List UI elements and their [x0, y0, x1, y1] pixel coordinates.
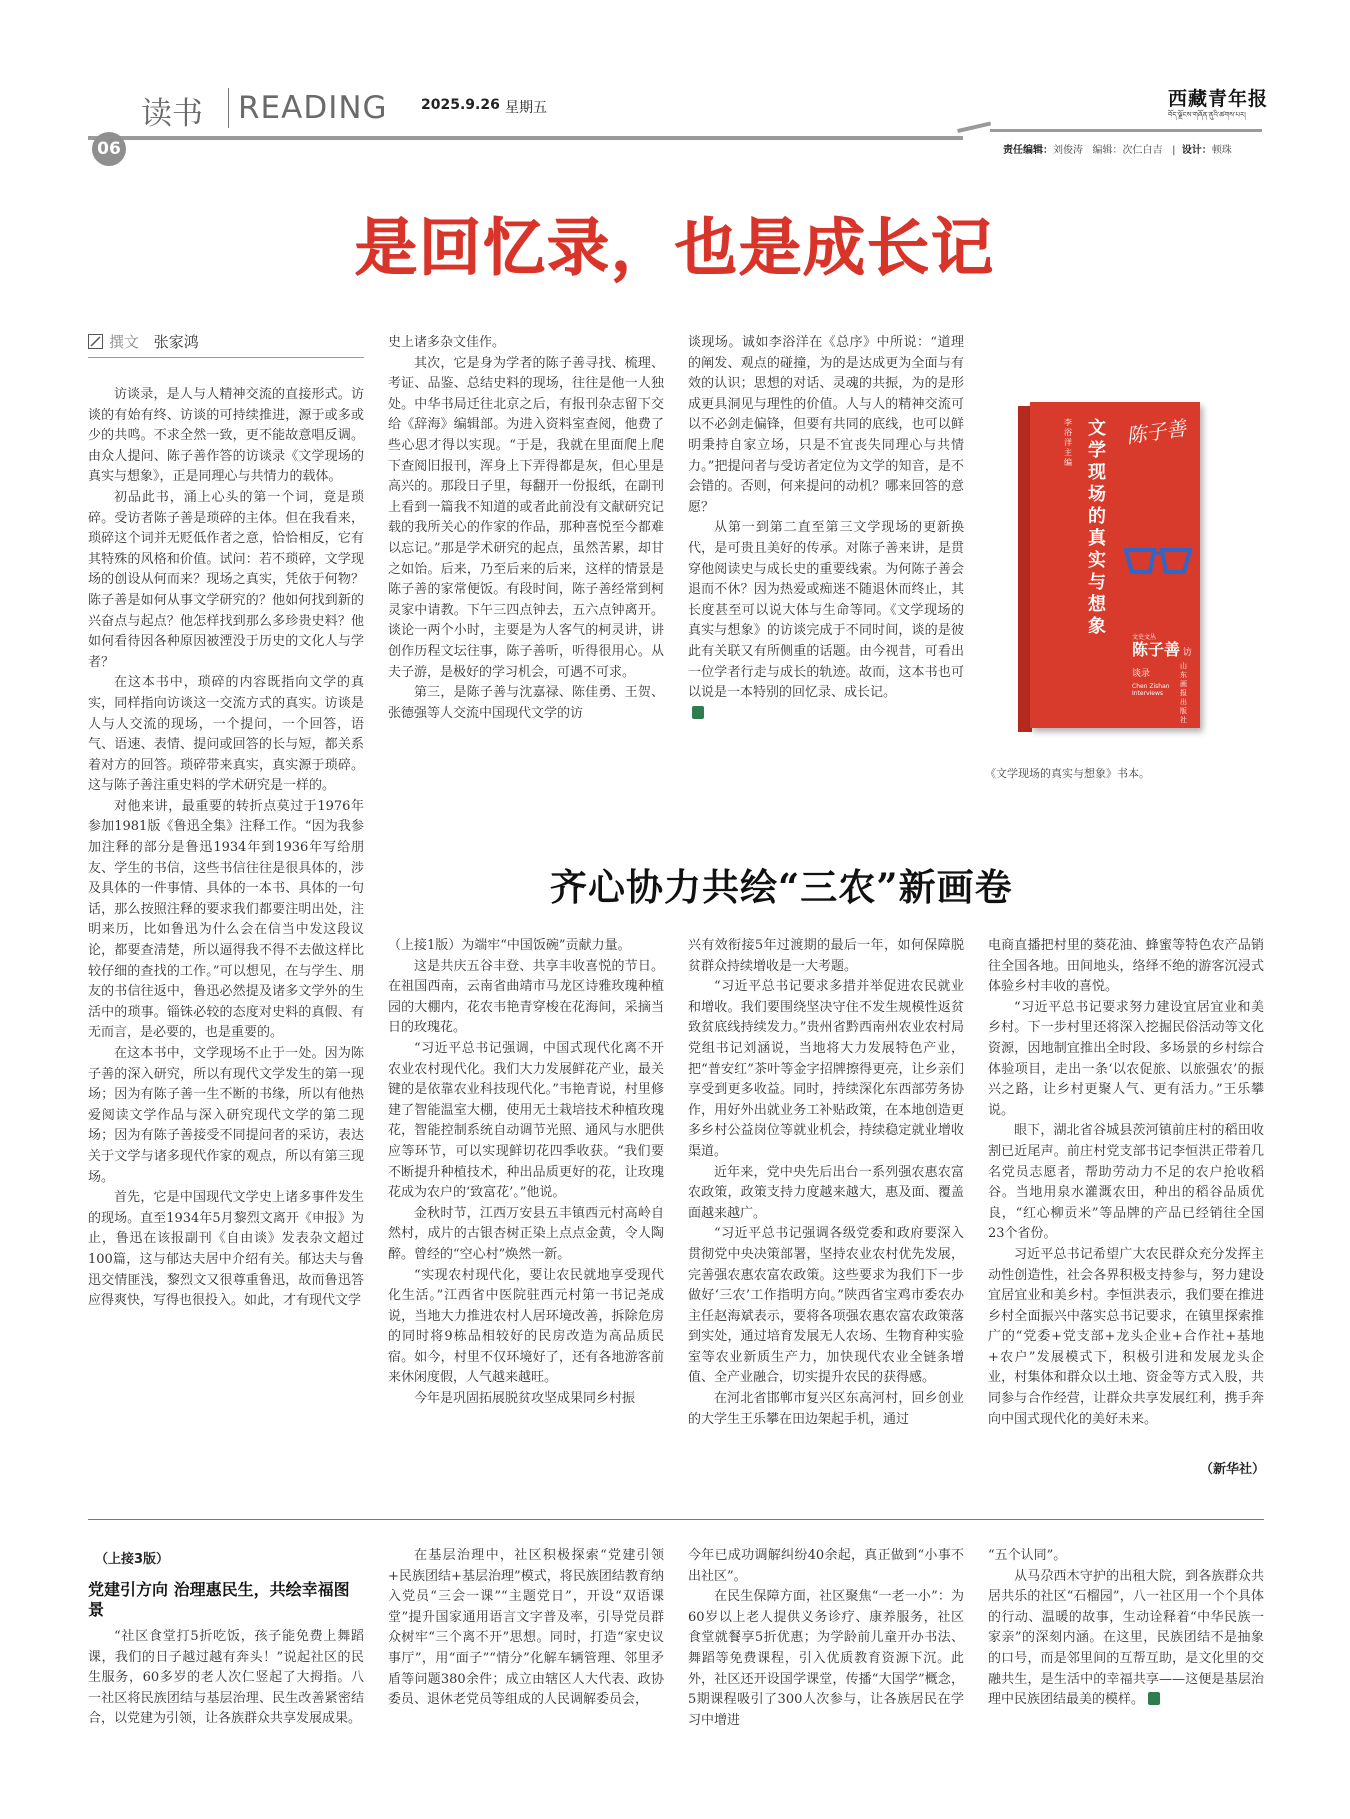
book-cover-image — [1018, 402, 1200, 732]
article3-column-1 — [88, 1627, 364, 1802]
article2-column-3 — [988, 936, 1264, 1476]
paragraph: “习近平总书记要求努力建设宜居宜业和美乡村。下一步村里还将深入挖掘民俗活动等文化资源，因地制宜推出全时段、多场景的乡村综合体验项目，走出一条‘以农促旅、以旅强农’的振兴之路，让乡村更聚人气、更有活力。”王乐攀说。 — [988, 999, 1264, 1118]
designer-name: 顿珠 — [1211, 145, 1232, 156]
article2-column-1 — [388, 936, 664, 1476]
editor-credits: 责任编辑：刘俊涛 编辑：次仁白吉 | 设计：顿珠 — [1003, 145, 1232, 156]
paragraph: 在河北省邯郸市复兴区东高河村，回乡创业的大学生王乐攀在田边架起手机，通过 — [688, 1391, 964, 1427]
sub-editor-label: 编辑： — [1092, 145, 1123, 156]
byline-label: 撰文 — [109, 333, 140, 351]
page-number-badge — [92, 132, 126, 166]
pen-icon — [88, 334, 103, 349]
paragraph: 今年是巩固拓展脱贫攻坚成果同乡村振 — [414, 1391, 636, 1407]
section-divider — [228, 88, 229, 128]
sub-editor-name: 次仁白吉 — [1122, 145, 1163, 156]
paragraph: 首先，它是中国现代文学史上诸多事件发生的现场。直至1934年5月黎烈文离开《申报》为止，鲁迅在该报副刊《自由谈》发表杂文超过100篇，这与郁达夫居中介绍有关。郁达夫与鲁迅交情匪浅，黎烈文又很尊重鲁迅，故而鲁迅答应得爽快，写得也很投入。如此，才有现代文学 — [88, 1190, 364, 1309]
glasses-icon — [1122, 542, 1194, 582]
book-editor-note: 李浴洋 主编 — [1064, 418, 1072, 467]
book-front — [1030, 402, 1200, 728]
issue-date: 2025.9.26 — [421, 97, 500, 113]
book-title-text: 文学现场的真实与想象 — [1088, 418, 1106, 637]
paper-name: 西藏青年报 — [1168, 88, 1269, 110]
book-series-label: 文史文丛 陈子善 访谈录 Chen Zishan Interviews — [1132, 632, 1200, 697]
end-mark-icon — [692, 706, 704, 719]
article3-column-2 — [388, 1546, 664, 1802]
paragraph: 这是共庆五谷丰登、共享丰收喜悦的节日。在祖国西南，云南省曲靖市马龙区诗雅玫瑰种植园的大棚内，花农韦艳青穿梭在花海间，采摘当日的玫瑰花。 — [388, 958, 664, 1036]
section-title-cn: 读书 — [141, 96, 203, 132]
issue-weekday: 星期五 — [505, 100, 547, 116]
paragraph: 在这本书中，文学现场不止于一处。因为陈子善的深入研究，所以有现代文学发生的第一现场；因为有陈子善一生不断的书缘，所以有他热爱阅读文学作品与深入研究现代文学的第二现场；因为有陈子善接受不同提问者的采访，表达关于文学与诸多现代作家的观点，所以有第三现场。 — [88, 1046, 364, 1185]
paragraph: 史上诸多杂文佳作。 — [388, 335, 506, 350]
masthead-rule-slant — [957, 121, 991, 133]
editor-name: 刘俊涛 — [1053, 145, 1083, 156]
book-title — [1088, 418, 1110, 638]
book-caption: 《文学现场的真实与想象》书本。 — [985, 767, 1150, 780]
byline-author: 张家鸿 — [153, 333, 199, 351]
article3-column-4 — [988, 1546, 1264, 1802]
paragraph: 在基层治理中，社区积极探索“党建引领+民族团结+基层治理”模式，将民族团结教育纳入党员“三会一课”“主题党日”，开设“双语课堂”提升国家通用语言文字普及率，引导党员群众树牢“三个离不开”思想。同时，打造“家史议事厅”，用“面子”“情分”化解车辆管理、邻里矛盾等问题380余件；成立由辖区人大代表、政协委员、退休老党员等组成的人民调解委员会， — [388, 1548, 664, 1708]
masthead-rule-right — [990, 129, 1262, 132]
paragraph: 金秋时节，江西万安县五丰镇西元村高岭自然村，成片的古银杏树正染上点点金黄，令人陶醉。曾经的“空心村”焕然一新。 — [388, 1205, 664, 1262]
paragraph: 习近平总书记希望广大农民群众充分发挥主动性创造性，社会各界积极支持参与，努力建设宜居宜业和美乡村。李恒洪表示，我们要在推进乡村全面振兴中落实总书记要求，在镇里探索推广的“党委+党支部+龙头企业+合作社+基地+农户”发展模式下，积极引进和发展龙头企业，村集体和群众以土地、资金等方式入股，共同参与合作经营，让群众共享发展红利，携手奔向中国式现代化的美好未来。 — [988, 1246, 1264, 1427]
paper-name-tibetan: བོད་ལྗོངས་གཞོན་ནུའི་ཚགས་པར། — [1168, 111, 1246, 119]
paragraph: “习近平总书记强调，中国式现代化离不开农业农村现代化。我们大力发展鲜花产业，最关键的是依靠农业科技现代化。”韦艳青说，村里修建了智能温室大棚，使用无土栽培技术种植玫瑰花，智能控制系统自动调节光照、通风与水肥供应等环节，可以实现鲜切花四季收获。“我们要不断提升种植技术，种出品质更好的花，让玫瑰花成为农户的‘致富花’。”他说。 — [388, 1040, 664, 1201]
paragraph: “习近平总书记要求多措并举促进农民就业和增收。我们要围绕坚决守住不发生规模性返贫致贫底线持续发力。”贵州省黔西南州农业农村局党组书记刘涵说，当地将大力发展特色产业，把“普安红”茶叶等金字招牌擦得更亮，让乡亲们享受到更多收益。同时，持续深化东西部劳务协作，用好外出就业务工补贴政策，在本地创造更多乡村公益岗位等就业机会，持续稳定就业增收渠道。 — [688, 979, 964, 1159]
byline-rule — [88, 357, 364, 358]
paragraph: 近年来，党中央先后出台一系列强农惠农富农政策，政策支持力度越来越大，惠及面、覆盖面越来越广。 — [688, 1164, 964, 1221]
paragraph: 其次，它是身为学者的陈子善寻找、梳理、考证、品鉴、总结史料的现场，往往是他一人独处。中华书局迁往北京之后，有报刊杂志留下交给《辞海》编辑部。为进入资料室查阅，他费了些心思才得以实现。“于是，我就在里面爬上爬下查阅旧报刊，浑身上下弄得都是灰，但心里是高兴的。那段日子里，每翻开一份报纸，在副刊上看到一篇我不知道的或者此前没有文献研究记载的我所关心的作家的作品，那种喜悦至今都难以忘记。”那是学术研究的起点，虽然苦累，却甘之如饴。后来，乃至后来的后来，这样的情景是陈子善的家常便饭。有段时间，陈子善经常到柯灵家中请教。下午三四点钟去，五六点钟离开。谈论一两个小时，主要是为人客气的柯灵讲，讲创作历程文坛往事，陈子善听，听得很用心。从夫子游，是极好的学习机会，可遇不可求。 — [388, 355, 664, 680]
book-signature: 陈子善 — [1124, 415, 1188, 449]
article1-column-3 — [688, 333, 964, 791]
paragraph: 电商直播把村里的葵花油、蜂蜜等特色农产品销往全国各地。田间地头，络绎不绝的游客沉浸式体验乡村丰收的喜悦。 — [988, 938, 1264, 995]
paragraph: 在民生保障方面，社区聚焦“一老一小”：为60岁以上老人提供义务诊疗、康养服务，社区食堂就餐享5折优惠；为学龄前儿童开办书法、舞蹈等免费课程，引入优质教育资源下沉。此外，社区还开设国学课堂，传播“大国学”概念，5期课程吸引了300人次参与，让各族居民在学习中增进 — [688, 1589, 964, 1728]
paragraph: “五个认同”。 — [988, 1548, 1067, 1563]
page-number: 06 — [97, 139, 121, 159]
paragraph: “实现农村现代化，要让农民就地享受现代化生活。”江西省中医院驻西元村第一书记尧成说，当地大力推进农村人居环境改善，拆除危房的同时将9栋品相较好的民房改造为高品质民宿。如今，村里不仅环境好了，还有各地游客前来休闲度假，人气越来越旺。 — [388, 1267, 664, 1386]
article2-source: （新华社） — [1200, 1462, 1266, 1477]
article2-headline: 齐心协力共绘“三农”新画卷 — [550, 865, 1013, 909]
end-mark-icon — [1148, 1692, 1160, 1705]
paragraph: 兴有效衔接5年过渡期的最后一年，如何保障脱贫群众持续增收是一大考题。 — [688, 938, 964, 974]
paragraph: 第三，是陈子善与沈嘉禄、陈佳勇、王贺、张德强等人交流中国现代文学的访 — [388, 685, 664, 721]
article2-column-2 — [688, 936, 964, 1476]
paragraph: （上接1版）为端牢“中国饭碗”贡献力量。 — [388, 938, 631, 953]
paragraph: “习近平总书记强调各级党委和政府要深入贯彻党中央决策部署，坚持农业农村优先发展，完善强农惠农富农政策。这些要求为我们下一步做好‘三农’工作指明方向。”陕西省宝鸡市委农办主任赵海斌表示，要将各项强农惠农富农政策落到实处，通过培育发展无人农场、生物育种实验室等农业新质生产力，加快现代农业全链条增值、全产业融合，切实提升农民的获得感。 — [688, 1226, 964, 1386]
paragraph: 初品此书，涌上心头的第一个词，竟是琐碎。受访者陈子善是琐碎的主体。但在我看来，琐碎这个词并无贬低作者之意，恰恰相反，它有其特殊的风格和价值。试问：若不琐碎，文学现场的创设从何而来？现场之真实，凭依于何物？陈子善是如何从事文学研究的？他如何找到新的兴奋点与起点？他怎样找到那么多珍贵史料？他如何看待因各种原因被湮没于历史的文化人与学者？ — [88, 489, 364, 670]
paragraph: 在这本书中，琐碎的内容既指向文学的真实，同样指向访谈这一交流方式的真实。访谈是人与人交流的现场，一个提问，一个回答，语气、语速、表情、提问或回答的长与短，都关系着对方的回答。琐碎带来真实，真实源于琐碎。这与陈子善注重史料的学术研究是一样的。 — [88, 675, 364, 794]
article3-headline: 党建引方向 治理惠民生，共绘幸福图景 — [88, 1580, 350, 1619]
paragraph: “社区食堂打5折吃饭，孩子能免费上舞蹈课，我们的日子越过越有奔头！”说起社区的民生服务，60多岁的老人次仁竖起了大拇指。八一社区将民族团结与基层治理、民生改善紧密结合，以党建为引领，让各族群众共享发展成果。 — [88, 1629, 364, 1727]
article1-column-2 — [388, 333, 664, 791]
book-publisher: 山东画报出版社 — [1180, 662, 1187, 724]
designer-label: 设计： — [1181, 145, 1212, 156]
masthead-rule — [88, 136, 963, 140]
article3-column-3 — [688, 1546, 964, 1802]
article1-headline: 是回忆录，也是成长记 — [354, 211, 995, 284]
book-author: 陈子善 — [1132, 640, 1181, 659]
paragraph: 从第一到第二直至第三文学现场的更新换代，是可贵且美好的传承。对陈子善来讲，是贯穿他阅读史与成长史的重要线索。为何陈子善会退而不休？因为热爱或痴迷不随退休而终止，其长度甚至可以说大体与生命等同。《文学现场的真实与想象》的访谈完成于不同时间，谈的是彼此有关联又有所侧重的话题。由今视昔，可看出一位学者行走与成长的轨迹。故而，这本书也可以说是一本特别的回忆录、成长记。 — [688, 520, 964, 701]
paragraph: 从马尕西木守护的出租大院，到各族群众共居共乐的社区“石榴园”，八一社区用一个个具体的行动、温暖的故事，生动诠释着“中华民族一家亲”的深刻内涵。在这里，民族团结不是抽象的口号，而是邻里间的互帮互助，是文化里的交融共生，是生活中的幸福共享——这便是基层治理中民族团结最美的模样。 — [988, 1568, 1264, 1708]
paragraph: 访谈录，是人与人精神交流的直接形式。访谈的有始有终、访谈的可持续推进，源于或多或少的共鸣。不求全然一致，更不能故意唱反调。由众人提问、陈子善作答的访谈录《文学现场的真实与想象》，正是同理心与共情力的载体。 — [88, 387, 364, 485]
section-divider-rule — [88, 1519, 1264, 1520]
article3-continued: （上接3版） — [95, 1552, 170, 1567]
paragraph: 今年已成功调解纠纷40余起，真正做到“小事不出社区”。 — [688, 1548, 964, 1584]
editor-label: 责任编辑： — [1003, 145, 1053, 156]
section-title-en: READING — [238, 90, 388, 126]
book-english: Chen Zishan Interviews — [1132, 683, 1170, 697]
article1-column-1 — [88, 385, 364, 1460]
paragraph: 谈现场。诚如李浴洋在《总序》中所说：“道理的阐发、观点的碰撞，为的是达成更为全面与有效的认识；思想的对话、灵魂的共振，为的是形成更具洞见与理性的价值。人与人的精神交流可以不必剑走偏锋，但要有共同的底线，也可以鲜明秉持自家立场，只是不宜丧失同理心与共情力。”把提问者与受访者定位为文学的知音，是不会错的。否则，何来提问的动机？哪来回答的意愿？ — [688, 335, 964, 515]
paragraph: 眼下，湖北省谷城县茨河镇前庄村的稻田收割已近尾声。前庄村党支部书记李恒洪正带着几名党员志愿者，帮助劳动力不足的农户抢收稻谷。当地用泉水灌溉农田，种出的稻谷品质优良，“红心柳贡米”等品牌的产品已经销往全国23个省份。 — [988, 1123, 1264, 1242]
byline — [88, 331, 199, 352]
paragraph: 对他来讲，最重要的转折点莫过于1976年参加1981版《鲁迅全集》注释工作。“因为我参加注释的部分是鲁迅1934年到1936年写给朋友、学生的书信，这些书信往往是很具体的，涉及具体的一件事情、具体的一本书、具体的一句话，那么按照注释的要求我们都要注明出处，注明来历，比如鲁迅为什么会在信当中发这段议论，都要查清楚，所以逼得我不得不去做这样比较仔细的查找的工作。”可以想见，在与学生、朋友的书信往返中，鲁迅必然提及诸多文学外的生活中的琐事。锱铢必较的态度对史料的真假、有无而言，是必要的，也是重要的。 — [88, 798, 364, 1041]
